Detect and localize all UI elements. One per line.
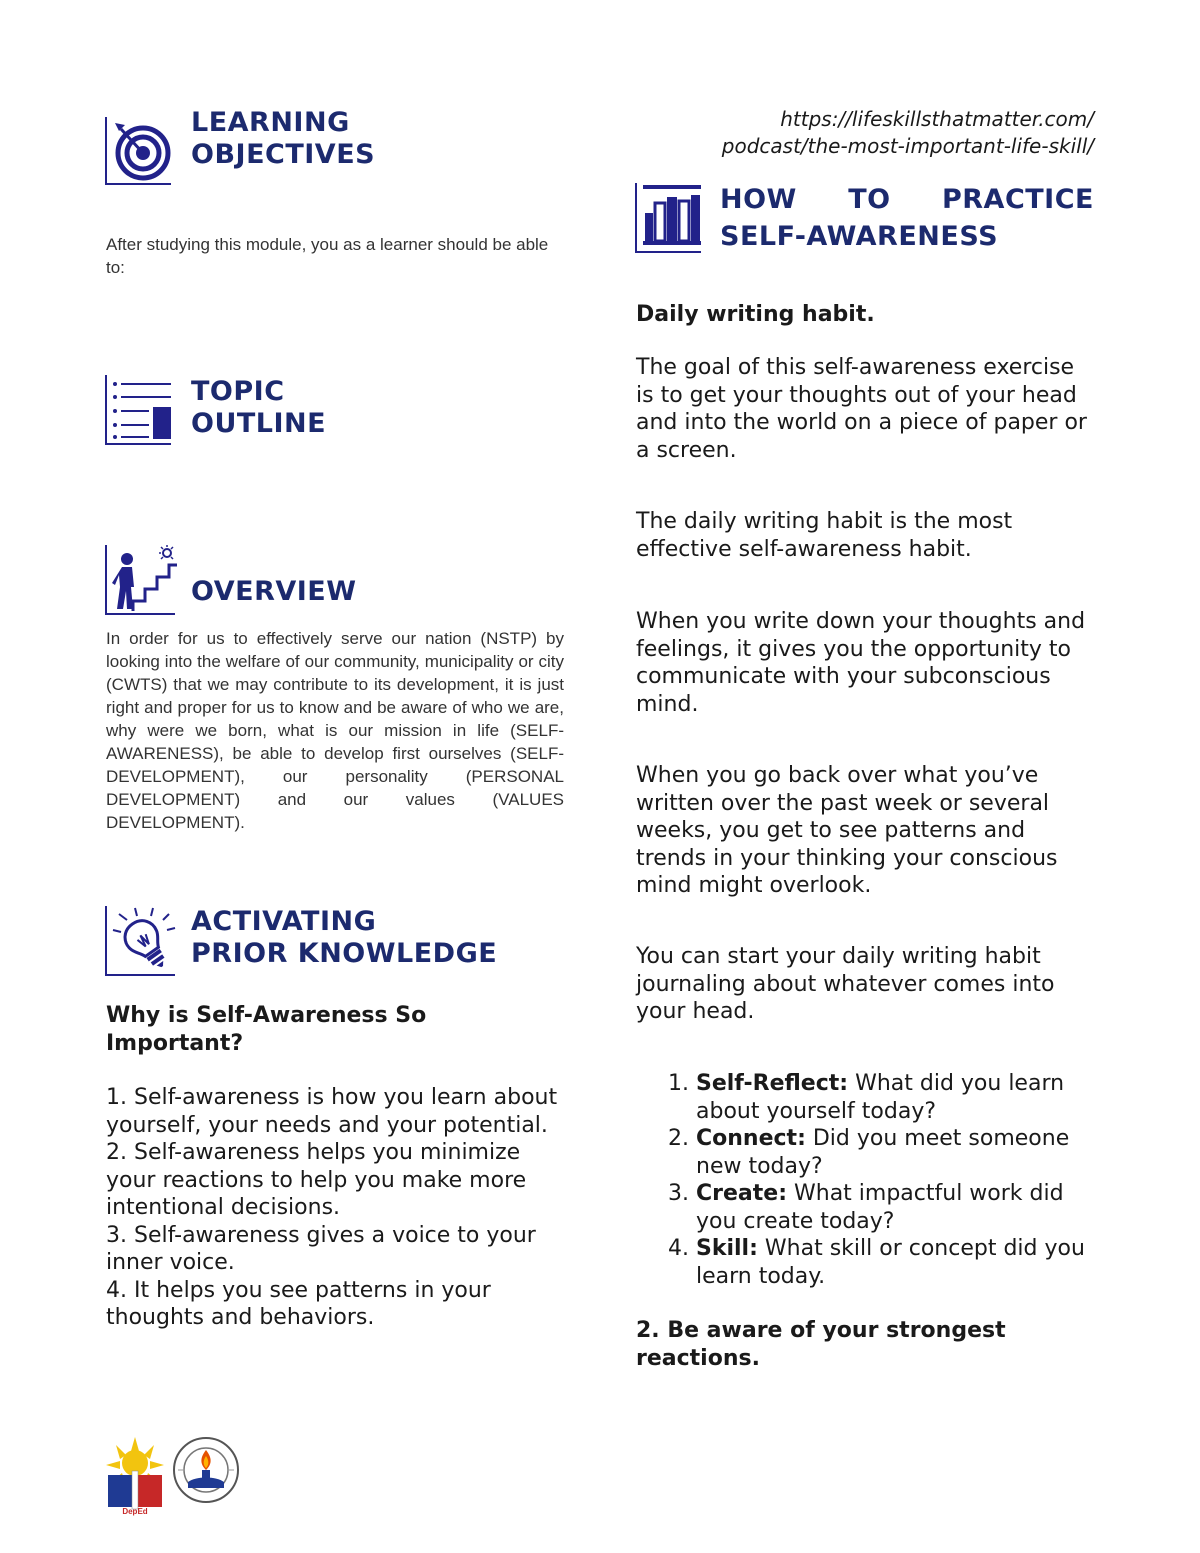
topic-outline-heading: TOPIC OUTLINE bbox=[191, 376, 327, 439]
deped-caption: DepEd bbox=[122, 1507, 148, 1516]
paragraph-start: You can start your daily writing habit journaling about whatever comes into your head. bbox=[636, 944, 1055, 1024]
school-seal bbox=[172, 1436, 240, 1504]
lightbulb-icon bbox=[105, 906, 175, 976]
learning-objectives-intro: After studying this module, you as a learner should be able to: bbox=[106, 235, 549, 277]
importance-point: 3. Self-awareness gives a voice to your inner voice. bbox=[106, 1222, 536, 1275]
importance-point: 1. Self-awareness is how you learn about yourself, your needs and your potential. bbox=[106, 1085, 558, 1138]
paragraph-patterns: When you go back over what you’ve written over the past week or several weeks, you get to see patterns and trends in your thinking your conscious mind might overlook. bbox=[636, 763, 1058, 898]
outline-list-icon bbox=[105, 375, 171, 445]
learning-objectives-heading: LEARNING OBJECTIVES bbox=[191, 107, 376, 170]
list-item: 2. Connect: Did you meet someone new today? bbox=[696, 1125, 1106, 1180]
importance-point: 4. It helps you see patterns in your thoughts and behaviors. bbox=[106, 1277, 491, 1330]
source-url[interactable]: https://lifeskillsthatmatter.com/ podcast/the-most-important-life-skill/ bbox=[721, 107, 1094, 158]
how-to-practice-heading: HOW TO PRACTICE SELF-AWARENESS bbox=[720, 184, 1094, 252]
activating-heading: ACTIVATING PRIOR KNOWLEDGE bbox=[191, 906, 498, 969]
target-icon bbox=[105, 117, 171, 185]
paragraph-subconscious: When you write down your thoughts and feelings, it gives you the opportunity to communicate with your subconscious mind. bbox=[636, 609, 1086, 717]
list-item: 1. Self-Reflect: What did you learn about yourself today? bbox=[696, 1070, 1106, 1125]
deped-logo bbox=[104, 1435, 166, 1515]
overview-text: In order for us to effectively serve our nation (NSTP) by looking into the welfare of our community, municipality or city (CWTS) that we may contribute to its development, it is just right and proper for us to know and be aware of who we are, why were we born, what is our mission in life (SELF-AWARENESS), be able to develop first ourselves (SELF-DEVELOPMENT), our personality (PERSONAL DEVELOPMENT) and our values (VALUES DEVELOPMENT). bbox=[106, 629, 564, 832]
daily-writing-heading: Daily writing habit. bbox=[636, 302, 875, 327]
strongest-reactions-heading: 2. Be aware of your strongest reactions. bbox=[636, 1318, 1006, 1371]
paragraph-habit: The daily writing habit is the most effective self-awareness habit. bbox=[636, 509, 1013, 562]
importance-point: 2. Self-awareness helps you minimize your reactions to help you make more intentional decisions. bbox=[106, 1140, 527, 1220]
importance-question: Why is Self-Awareness So Important? bbox=[106, 1003, 427, 1056]
books-icon bbox=[635, 183, 701, 253]
practice-list bbox=[636, 1070, 1106, 1290]
overview-heading: OVERVIEW bbox=[191, 576, 357, 607]
importance-list bbox=[106, 1084, 571, 1332]
stairs-climber-icon bbox=[105, 545, 175, 615]
paragraph-goal: The goal of this self-awareness exercise is to get your thoughts out of your head and into the world on a piece of paper or a screen. bbox=[636, 355, 1087, 463]
list-item: 3. Create: What impactful work did you create today? bbox=[696, 1180, 1106, 1235]
list-item: 4. Skill: What skill or concept did you learn today. bbox=[696, 1235, 1106, 1290]
